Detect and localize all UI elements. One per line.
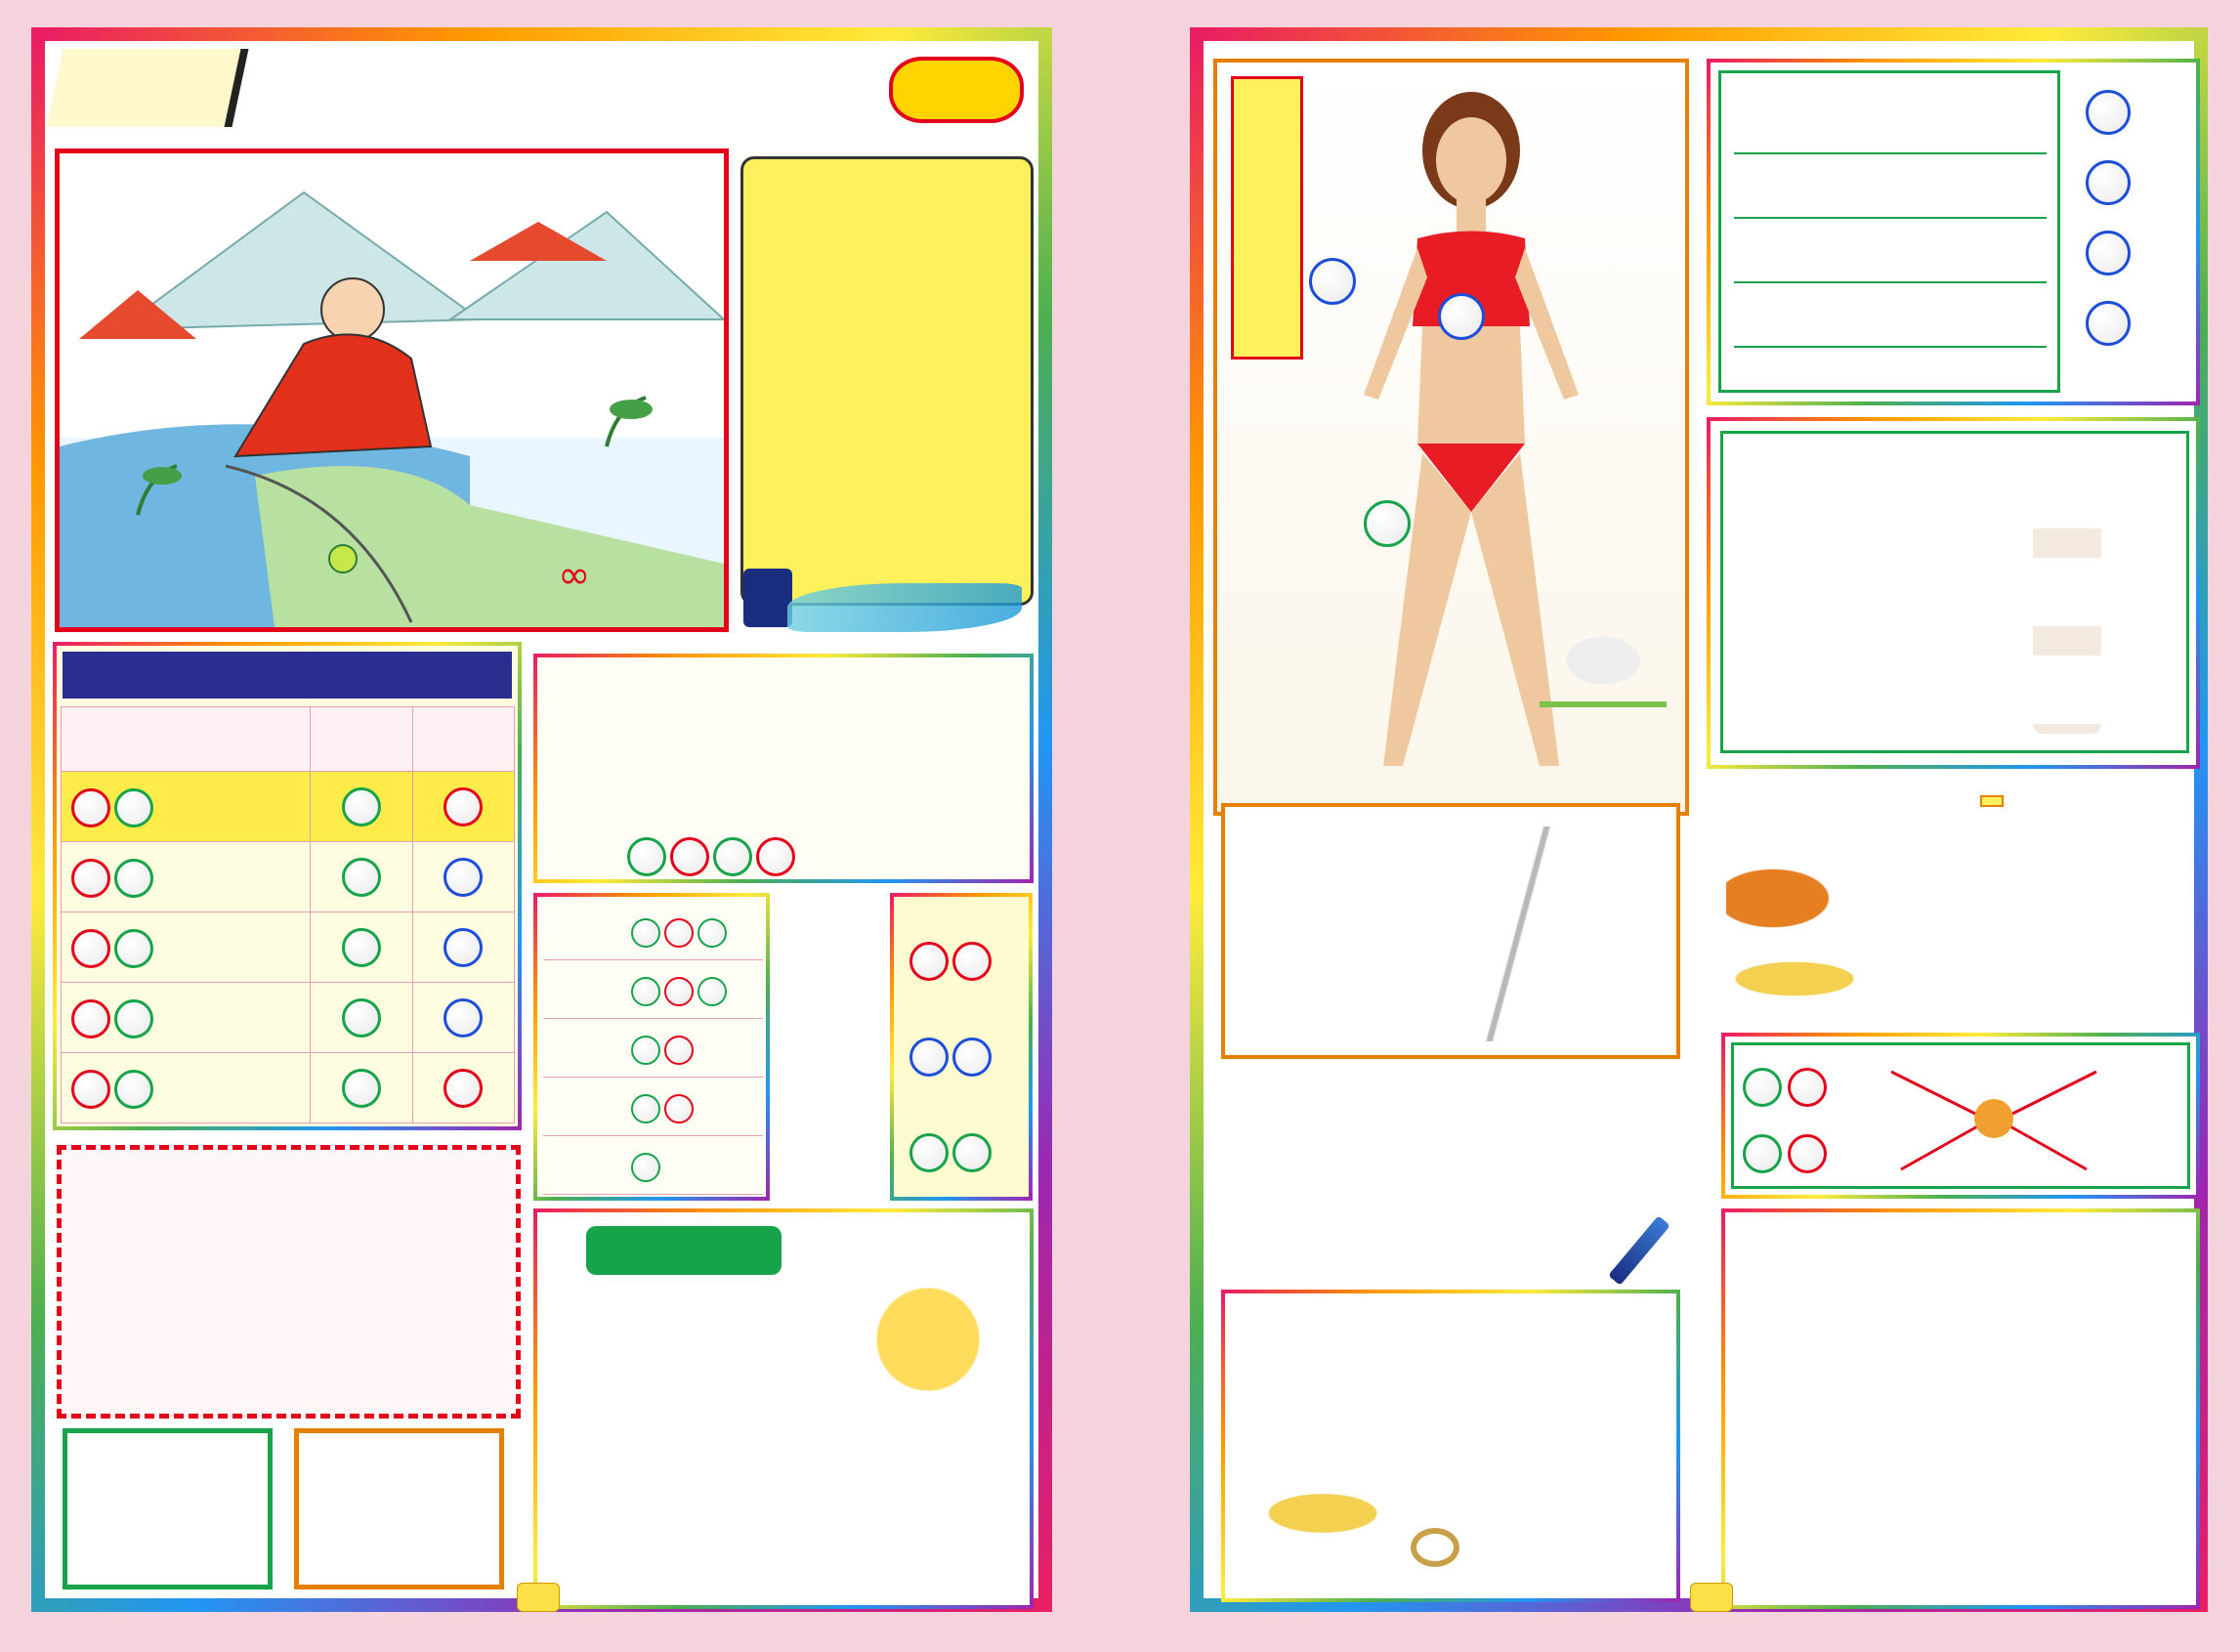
trend-hot-ball — [342, 928, 381, 967]
jingxuan-ball-4 — [1788, 1134, 1827, 1173]
trend-row — [62, 1053, 515, 1123]
sanyuan-ball — [664, 1094, 694, 1123]
jingxuan-ball-1 — [1743, 1068, 1782, 1107]
shensuan-line — [1734, 281, 2047, 283]
zodiac-animals — [2033, 460, 2101, 734]
trend-cold-ball — [444, 858, 483, 897]
trend-cold-ball — [444, 1069, 483, 1108]
feather-decoration — [787, 583, 1022, 632]
lucky-box — [57, 1145, 521, 1419]
photo-panel — [1213, 59, 1689, 816]
poem-box — [776, 893, 883, 1201]
trend-table — [61, 706, 515, 1123]
year-badge — [46, 49, 248, 127]
trend-to-ball — [114, 929, 153, 968]
trend-cold-cell — [412, 772, 515, 842]
tou-ball — [713, 837, 752, 876]
trend-hot-cell — [311, 842, 413, 912]
wave-ball — [909, 1038, 949, 1077]
wave-ball — [909, 942, 949, 981]
trend-hot-ball — [342, 858, 381, 897]
photo-ball-1 — [1309, 258, 1356, 305]
trend-row — [62, 772, 515, 842]
jingxuan-ball-3 — [1743, 1134, 1782, 1173]
wave-balls — [908, 1038, 993, 1077]
illustration — [55, 148, 729, 632]
buy-odd-even-box — [294, 1428, 504, 1589]
wave-ball — [952, 1038, 992, 1077]
trend-hot-cell — [311, 772, 413, 842]
trend-title — [63, 652, 512, 699]
shensuan-line — [1734, 217, 2047, 219]
trend-cold-ball — [444, 928, 483, 967]
illustration-scene — [60, 153, 724, 627]
trend-hot-ball — [342, 787, 381, 826]
sanyuan-ball — [631, 977, 660, 1006]
mengliao-box — [1221, 1065, 1680, 1285]
trend-from-ball — [71, 859, 110, 898]
trend-hot-cell — [311, 912, 413, 983]
buy-size-box — [63, 1428, 273, 1589]
left-page — [31, 27, 1052, 1612]
sanyuan-box — [533, 893, 770, 1201]
trend-cold-cell — [412, 842, 515, 912]
trend-range — [62, 983, 311, 1053]
header-category — [62, 707, 311, 772]
scroll-poem — [740, 156, 1034, 606]
zodiac-relation-diagram — [1862, 1042, 2116, 1189]
trend-cold-ball — [444, 998, 483, 1038]
issue-badge — [893, 61, 1020, 119]
bisheng-inner — [1720, 431, 2189, 753]
sanyuan-ball — [631, 1036, 660, 1065]
trend-row — [62, 842, 515, 912]
trend-from-ball — [71, 788, 110, 827]
trend-row — [62, 912, 515, 983]
dachi-box — [1697, 784, 2203, 1018]
wave-balls — [908, 1133, 993, 1172]
drumstick-illustration — [1726, 862, 1843, 935]
trend-hot-cell — [311, 1053, 413, 1123]
photo-ball-2 — [1438, 293, 1485, 340]
header-hot — [311, 707, 413, 772]
trend-cold-cell — [412, 1053, 515, 1123]
trend-range — [62, 842, 311, 912]
sanyuan-ball — [631, 1094, 660, 1123]
sanyuan-ball — [631, 918, 660, 948]
trend-to-ball — [114, 999, 153, 1038]
shensuan-ball — [2086, 90, 2131, 135]
trend-hot-ball — [342, 998, 381, 1038]
header-cold — [412, 707, 515, 772]
trend-hot-ball — [342, 1069, 381, 1108]
sanyuan-row — [543, 1024, 763, 1078]
wave-ball — [909, 1133, 949, 1172]
trend-row — [62, 983, 515, 1053]
sanyuan-row — [543, 1141, 763, 1195]
ink-bottle — [743, 569, 792, 627]
sanyuan-ball — [631, 1153, 660, 1182]
dianma-banner — [1231, 76, 1303, 360]
page-number-right — [1690, 1583, 1733, 1612]
jingxuan-box — [1721, 1033, 2200, 1199]
wave-ball — [952, 1133, 992, 1172]
shensuan-line — [1734, 346, 2047, 348]
trend-from-ball — [71, 929, 110, 968]
right-page — [1190, 27, 2208, 1612]
sanyuan-row — [543, 1082, 763, 1136]
sanyuan-ball — [664, 977, 694, 1006]
sanyuan-ball — [664, 1036, 694, 1065]
tou-ball — [627, 837, 666, 876]
shensuan-ball — [2086, 301, 2131, 346]
trend-from-ball — [71, 999, 110, 1038]
wave-balls — [908, 942, 993, 981]
sanyuan-ball — [697, 918, 727, 948]
waves-box — [890, 893, 1033, 1201]
palm-illustration — [830, 1281, 1026, 1476]
wave-ball — [952, 942, 992, 981]
tou-balls — [625, 837, 797, 876]
trend-table-box — [53, 642, 522, 1130]
plate-illustration — [1726, 959, 1863, 998]
trend-range — [62, 912, 311, 983]
xinyu-box — [1221, 803, 1680, 1059]
shensuan-inner — [1718, 70, 2060, 393]
trend-hot-cell — [311, 983, 413, 1053]
shensuan-ball — [2086, 231, 2131, 275]
tou-ball — [756, 837, 795, 876]
horse-illustration — [1540, 619, 1667, 707]
trend-range — [62, 1053, 311, 1123]
sanyuan-ball — [697, 977, 727, 1006]
page-number-left — [517, 1583, 560, 1612]
shensuan-ball — [2086, 160, 2131, 205]
trend-to-ball — [114, 1070, 153, 1109]
shensuan-box — [1707, 59, 2200, 405]
tou-ma-box — [533, 654, 1034, 883]
header — [45, 41, 1038, 139]
history-table — [1731, 1218, 2190, 1269]
jingxuan-ball-2 — [1788, 1068, 1827, 1107]
sanyuan-ball — [664, 918, 694, 948]
ring-illustration — [1411, 1528, 1459, 1567]
svg-text:∞: ∞ — [558, 553, 591, 598]
trend-cold-cell — [412, 912, 515, 983]
pen-icon — [1608, 1215, 1670, 1286]
dachi-dish — [1980, 795, 2004, 807]
tou-ball — [670, 837, 709, 876]
history-box — [1721, 1208, 2200, 1609]
story-box — [533, 1208, 1034, 1609]
trend-to-ball — [114, 859, 153, 898]
shengxiao-box — [1221, 1290, 1680, 1602]
trend-range — [62, 772, 311, 842]
trend-from-ball — [71, 1070, 110, 1109]
sanyuan-row — [543, 965, 763, 1019]
sailboat-illustration — [1440, 826, 1596, 1041]
photo-ball-3 — [1364, 500, 1411, 547]
trend-cold-cell — [412, 983, 515, 1053]
bisheng-box — [1707, 417, 2200, 769]
shensuan-line — [1734, 152, 2047, 154]
trend-cold-ball — [444, 787, 483, 826]
dragon-illustration — [1254, 1489, 1391, 1538]
trend-to-ball — [114, 788, 153, 827]
sanyuan-row — [543, 907, 763, 960]
story-tag — [586, 1226, 782, 1275]
